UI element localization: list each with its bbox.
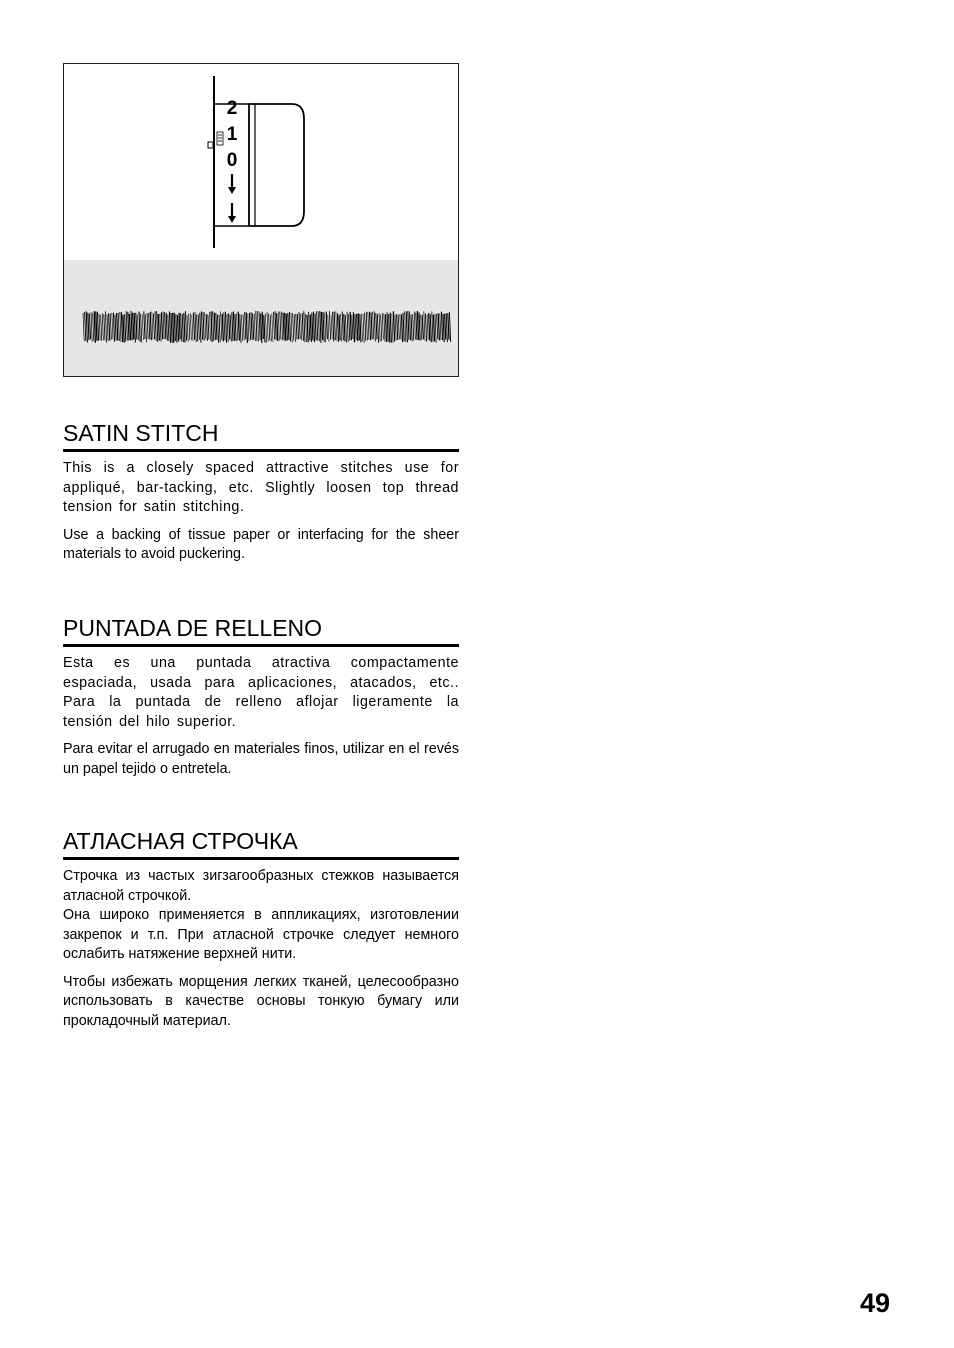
paragraph: Esta es una puntada atractiva compactamente espaciada, usada para aplicaciones, atacados, etc.. Para la puntada de relleno aflojar ligeramente la tensión del hilo superior. [63,655,459,730]
section-english [63,420,459,565]
paragraph: Чтобы избежать морщения легких тканей, целесообразно использовать в качестве основы тонкую бумагу или прокладочный материал. [63,973,459,1029]
dial-number-1: 1 [226,124,238,145]
satin-stitch-sample-icon [82,310,452,344]
section-title-satin-stitch: SATIN STITCH [63,420,459,452]
paragraph: Para evitar el arrugado en materiales finos, utilizar en el revés un papel tejido o entretela. [63,741,459,777]
section-russian [63,828,459,1031]
stitch-length-dial-icon [64,64,458,264]
section-title-puntada-de-relleno: PUNTADA DE RELLENO [63,615,459,647]
section-title-atlasnaya-strochka: АТЛАСНАЯ СТРОЧКА [63,828,459,860]
dial-number-0: 0 [226,150,238,171]
paragraph: Строчка из частых зигзагообразных стежков называется атласной строчкой. [63,868,459,904]
paragraph: Она широко применяется в аппликациях, изготовлении закрепок и т.п. При атласной строчке следует немного ослабить натяжение верхней нити. [63,907,459,962]
section-spanish [63,615,459,779]
page-number: 49 [859,1288,890,1318]
paragraph: This is a closely spaced attractive stitches use for appliqué, bar-tacking, etc. Slightly loosen top thread tension for satin stitching. [63,460,459,515]
paragraph: Use a backing of tissue paper or interfacing for the sheer materials to avoid puckering. [63,526,459,562]
dial-number-2: 2 [226,98,238,119]
stitch-setting-figure [63,63,459,377]
